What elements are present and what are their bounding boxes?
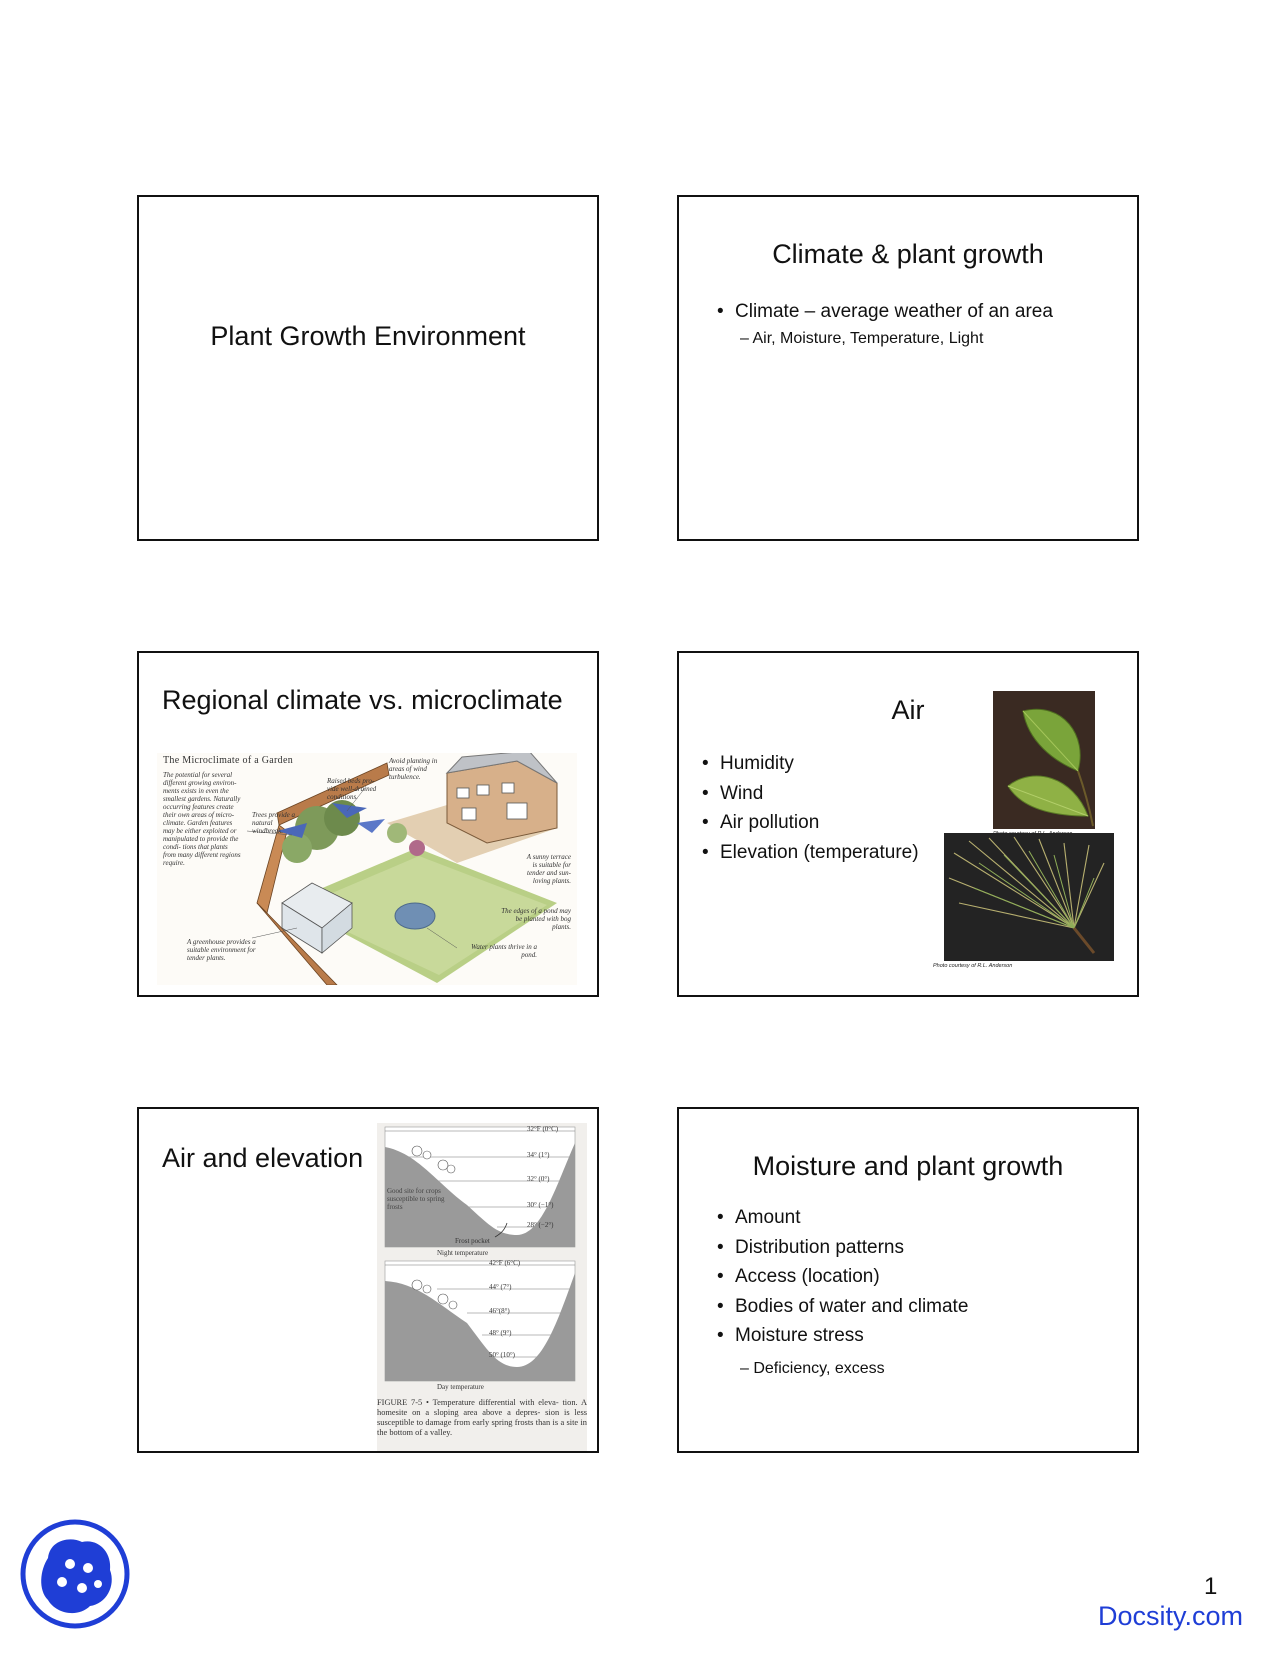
bullet-item: • Distribution patterns [717, 1233, 968, 1263]
figure-intro-caption: The potential for several different growing environ- ments exists in even the smallest gardens. Naturally occurring features create their own areas of micro- climate. Garden features may be either exploited or manipulated to provide the condi- tions that plants from many different regions require. [163, 771, 241, 867]
bullet-list [702, 749, 919, 867]
slide-1 [137, 195, 599, 541]
elevation-diagrams [377, 1123, 587, 1393]
garden-microclimate-illustration [157, 753, 577, 985]
slide-title: Air and elevation [162, 1143, 364, 1173]
bullet-list [717, 297, 1053, 327]
bullet-item: • Amount [717, 1203, 968, 1233]
bullet-item: • Humidity [702, 749, 919, 779]
slide-title: Plant Growth Environment [210, 321, 526, 351]
wind-caption: Avoid planting in areas of wind turbulence. [389, 757, 438, 781]
bullet-item: • Air pollution [702, 808, 919, 838]
trees-caption: Trees provide a natural windbreak. [252, 811, 296, 835]
slide-title: Regional climate vs. microclimate [162, 685, 563, 715]
slide-3 [137, 651, 599, 997]
photo-credit: Photo courtesy of R.L. Anderson [933, 963, 1013, 969]
pine-needle-photo [944, 833, 1114, 961]
sub-bullet: – Deficiency, excess [740, 1360, 885, 1377]
pine-needle-image [944, 833, 1114, 961]
bullet-item: • Bodies of water and climate [717, 1292, 968, 1322]
temp-label: 44° (7°) [489, 1283, 512, 1291]
temp-label: 46°(8°) [489, 1307, 510, 1315]
temp-label: 50° (10°) [489, 1351, 516, 1359]
figure-title: The Microclimate of a Garden [163, 755, 294, 766]
bullet-item: • Access (location) [717, 1262, 968, 1292]
good-site-label: Good site for crops susceptible to spring frosts [387, 1187, 445, 1211]
bullet-item: • Elevation (temperature) [702, 838, 919, 868]
temp-label: 32°F (0°C) [527, 1125, 559, 1133]
bullet-item: • Moisture stress [717, 1321, 968, 1351]
greenhouse-caption: A greenhouse provides a suitable environment for tender plants. [187, 938, 256, 962]
figure-caption: FIGURE 7-5 • Temperature differential with eleva- tion. A homesite on a sloping area above a depres- sion is less susceptible to damage from early spring frosts than is a site in the bottom of a valley. [377, 1398, 587, 1437]
sub-bullet: – Air, Moisture, Temperature, Light [740, 330, 984, 347]
elevation-figure [377, 1123, 587, 1453]
raised-beds-caption: Raised beds pro- vide well-drained conditions. [327, 777, 377, 801]
temp-label: 48° (9°) [489, 1329, 512, 1337]
temp-label: 30° (−1°) [527, 1201, 554, 1209]
water-plants-caption: Water plants thrive in a pond. [471, 943, 537, 959]
pond-edge-caption: The edges of a pond may be planted with bog plants. [501, 907, 571, 931]
docsity-logo-icon[interactable] [20, 1518, 130, 1630]
temp-label: 28° (−2°) [527, 1221, 554, 1229]
frost-pocket-label: Frost pocket [455, 1237, 490, 1245]
day-temperature-label: Day temperature [437, 1383, 484, 1391]
bullet-item: • Climate – average weather of an area [717, 297, 1053, 327]
temp-label: 32° (0°) [527, 1175, 550, 1183]
slide-5 [137, 1107, 599, 1453]
slide-title: Air [891, 695, 925, 725]
bullet-item: • Wind [702, 779, 919, 809]
slide-6 [677, 1107, 1139, 1453]
broadleaf-photo [993, 691, 1095, 829]
night-temperature-label: Night temperature [437, 1249, 489, 1257]
temp-label: 42°F (6°C) [489, 1259, 521, 1267]
slide-title: Moisture and plant growth [752, 1151, 1064, 1181]
slide-4 [677, 651, 1139, 997]
slide-2 [677, 195, 1139, 541]
docsity-link[interactable]: Docsity.com [1098, 1601, 1244, 1631]
page-number: 1 [1204, 1573, 1218, 1600]
temp-label: 34° (1°) [527, 1151, 550, 1159]
slide-title: Climate & plant growth [772, 239, 1044, 269]
bullet-list [717, 1203, 968, 1351]
terrace-caption: A sunny terrace is suitable for tender and sun-loving plants. [526, 853, 571, 885]
broadleaf-image [993, 691, 1095, 829]
